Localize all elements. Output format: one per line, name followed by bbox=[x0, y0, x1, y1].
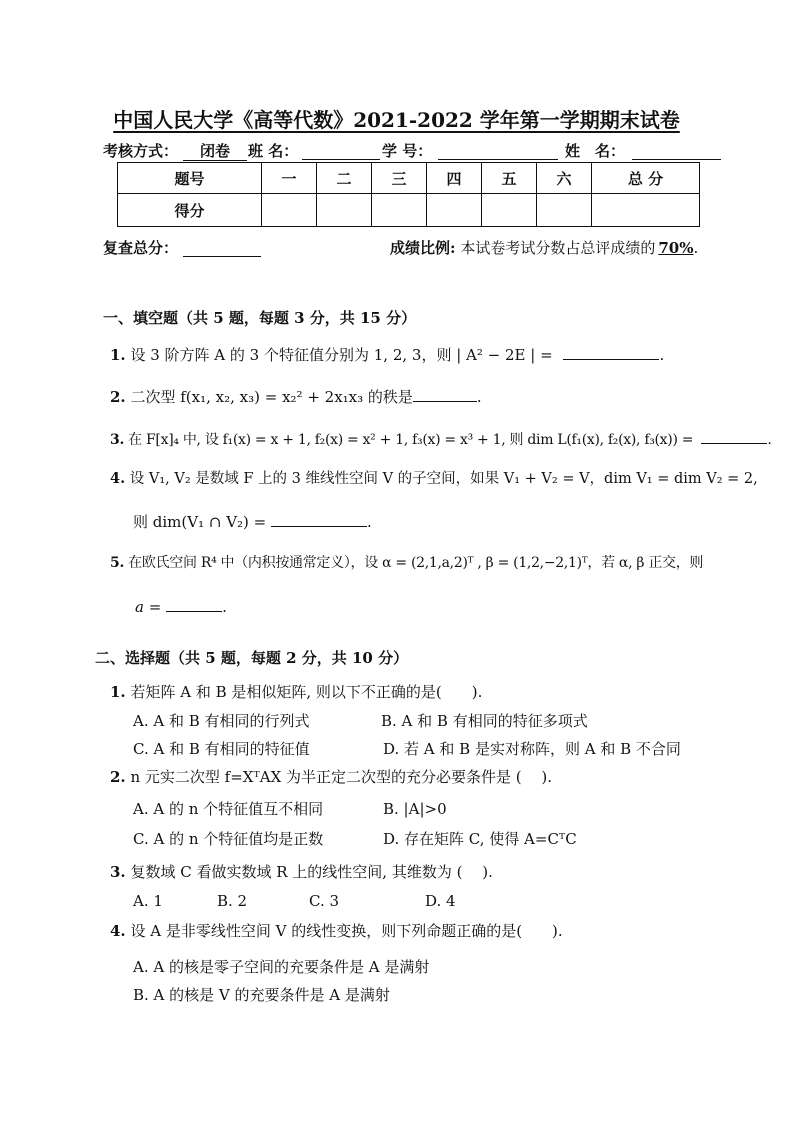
option[interactable]: D. 4 bbox=[425, 892, 456, 910]
table-header-cell: 六 bbox=[537, 163, 592, 194]
option[interactable]: A. 1 bbox=[133, 892, 163, 910]
question-number: 3. bbox=[110, 863, 126, 881]
page-title: 中国人民大学《高等代数》2021-2022 学年第一学期期末试卷 bbox=[113, 108, 680, 132]
ratio-label: 成绩比例: bbox=[390, 239, 456, 257]
table-header-cell: 题号 bbox=[118, 163, 262, 194]
table-header-cell: 四 bbox=[427, 163, 482, 194]
answer-blank[interactable] bbox=[413, 387, 477, 402]
table-header-cell: 三 bbox=[372, 163, 427, 194]
section-heading-choice: 二、选择题（共 5 题，每题 2 分，共 10 分） bbox=[95, 649, 409, 667]
question-1-5 bbox=[110, 554, 703, 572]
table-header-cell: 总 分 bbox=[592, 163, 700, 194]
answer-blank[interactable] bbox=[563, 345, 659, 360]
student-id-field[interactable] bbox=[438, 142, 558, 160]
question-number: 4. bbox=[110, 922, 126, 940]
name-label: 姓 名： bbox=[565, 142, 626, 160]
question-text: 二次型 f(x₁, x₂, x₃) = x₂² + 2x₁x₃ 的秩是 bbox=[130, 388, 413, 406]
ratio-line bbox=[390, 239, 698, 257]
option[interactable]: B. A 的核是 V 的充要条件是 A 是满射 bbox=[133, 986, 390, 1004]
question-2-4 bbox=[110, 922, 563, 940]
option[interactable]: A. A 的核是零子空间的充要条件是 A 是满射 bbox=[133, 958, 430, 976]
question-number: 2. bbox=[110, 768, 126, 786]
exam-mode-label: 考核方式： bbox=[103, 142, 179, 160]
class-label: 班 名： bbox=[248, 142, 299, 160]
name-field[interactable] bbox=[632, 142, 721, 160]
question-1-5-cont bbox=[135, 597, 227, 616]
score-cell[interactable] bbox=[482, 194, 537, 227]
punct: . bbox=[222, 598, 227, 616]
recheck-label: 复查总分： bbox=[103, 239, 179, 257]
table-header-cell: 五 bbox=[482, 163, 537, 194]
score-cell[interactable] bbox=[262, 194, 317, 227]
question-text: 设 3 阶方阵 A 的 3 个特征值分别为 1, 2, 3，则 | A² − 2E | = bbox=[130, 346, 553, 364]
student-id-label: 学 号： bbox=[382, 142, 433, 160]
option[interactable]: B. A 和 B 有相同的特征多项式 bbox=[381, 712, 588, 730]
recheck-field[interactable] bbox=[183, 239, 261, 257]
score-cell[interactable] bbox=[372, 194, 427, 227]
question-text: a = bbox=[135, 598, 162, 616]
ratio-end: . bbox=[693, 239, 699, 257]
question-text: 在欧氏空间 R⁴ 中（内积按通常定义），设 α = (2,1,a,2)ᵀ , β = (1,2,−2,1)ᵀ，若 α, β 正交，则 bbox=[128, 555, 704, 571]
punct: . bbox=[659, 346, 665, 364]
question-text: 设 V₁, V₂ 是数域 F 上的 3 维线性空间 V 的子空间，如果 V₁ + V₂ = V，dim V₁ = dim V₂ = 2, bbox=[129, 471, 758, 487]
table-row bbox=[118, 163, 700, 194]
class-field[interactable] bbox=[302, 142, 380, 160]
punct: . bbox=[476, 388, 482, 406]
question-1-4 bbox=[110, 470, 758, 488]
table-row bbox=[118, 194, 700, 227]
punct: . bbox=[767, 432, 772, 448]
question-text: 复数域 C 看做实数域 R 上的线性空间, 其维数为 ( ). bbox=[130, 863, 493, 881]
score-cell[interactable] bbox=[317, 194, 372, 227]
option[interactable]: C. A 的 n 个特征值均是正数 bbox=[133, 830, 324, 848]
question-1-3 bbox=[110, 429, 772, 449]
score-cell[interactable] bbox=[537, 194, 592, 227]
option[interactable]: A. A 的 n 个特征值互不相同 bbox=[133, 800, 324, 818]
question-text: 若矩阵 A 和 B 是相似矩阵, 则以下不正确的是( ). bbox=[130, 683, 483, 701]
table-header-cell: 二 bbox=[317, 163, 372, 194]
answer-blank[interactable] bbox=[701, 429, 767, 444]
question-1-4-cont bbox=[133, 512, 372, 531]
table-row-label: 得分 bbox=[118, 194, 262, 227]
exam-mode-value: 闭卷 bbox=[183, 142, 247, 161]
question-1-2 bbox=[110, 387, 482, 406]
question-2-2 bbox=[110, 768, 552, 786]
option[interactable]: C. 3 bbox=[309, 892, 340, 910]
option[interactable]: D. 存在矩阵 C, 使得 A=CᵀC bbox=[383, 830, 577, 848]
score-cell[interactable] bbox=[427, 194, 482, 227]
question-number: 4. bbox=[110, 470, 126, 487]
option[interactable]: D. 若 A 和 B 是实对称阵，则 A 和 B 不合同 bbox=[383, 740, 681, 758]
punct: . bbox=[367, 513, 372, 531]
question-2-3 bbox=[110, 863, 493, 881]
question-text: 在 F[x]₄ 中, 设 f₁(x) = x + 1, f₂(x) = x² + 1, f₃(x) = x³ + 1, 则 dim L(f₁(x), f₂(x), f₃(x)) = bbox=[128, 432, 694, 448]
option[interactable]: C. A 和 B 有相同的特征值 bbox=[133, 740, 310, 758]
question-number: 5. bbox=[110, 555, 125, 571]
ratio-value: 70% bbox=[658, 239, 694, 257]
question-text: n 元实二次型 f=XᵀAX 为半正定二次型的充分必要条件是 ( ). bbox=[130, 768, 553, 786]
question-number: 3. bbox=[110, 432, 125, 448]
question-text: 设 A 是非零线性空间 V 的线性变换，则下列命题正确的是( ). bbox=[130, 922, 563, 940]
section-heading-fill-in: 一、填空题（共 5 题，每题 3 分，共 15 分） bbox=[103, 309, 417, 327]
score-cell[interactable] bbox=[592, 194, 700, 227]
score-table bbox=[117, 162, 700, 227]
question-number: 2. bbox=[110, 388, 126, 406]
answer-blank[interactable] bbox=[166, 597, 222, 612]
question-number: 1. bbox=[110, 346, 126, 364]
option[interactable]: B. |A|>0 bbox=[383, 800, 447, 818]
option[interactable]: A. A 和 B 有相同的行列式 bbox=[133, 712, 310, 730]
answer-blank[interactable] bbox=[271, 512, 367, 527]
question-text: 则 dim(V₁ ∩ V₂) = bbox=[133, 513, 267, 531]
question-1-1 bbox=[110, 345, 664, 364]
ratio-text: 本试卷考试分数占总评成绩的 bbox=[460, 239, 656, 257]
table-header-cell: 一 bbox=[262, 163, 317, 194]
question-2-1 bbox=[110, 683, 482, 701]
option[interactable]: B. 2 bbox=[217, 892, 248, 910]
question-number: 1. bbox=[110, 683, 126, 701]
